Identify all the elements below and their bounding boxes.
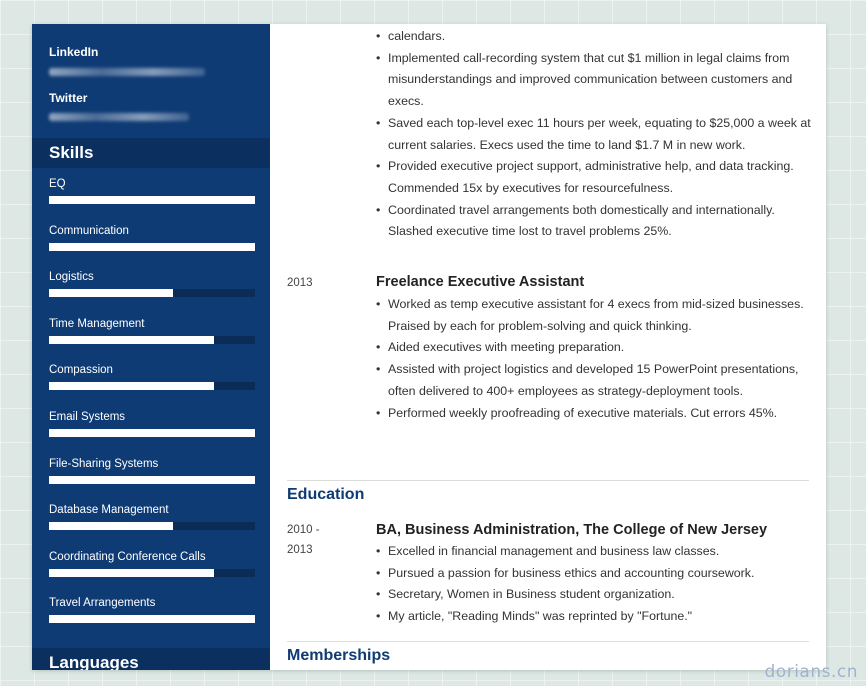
freelance-job-title: Freelance Executive Assistant [376, 274, 585, 290]
bullet-item: • Assisted with project logistics and developed 15 PowerPoint presentations, often delivered to 400+ employees as strategy-deployment tools. [376, 359, 816, 402]
skill-level-bar [49, 476, 255, 484]
skill-row [49, 364, 255, 398]
skill-level-fill [49, 569, 214, 577]
linkedin-value-blurred [49, 68, 205, 76]
skill-level-bar [49, 289, 255, 297]
previous-job-bullets [376, 26, 816, 243]
skill-level-fill [49, 336, 214, 344]
skill-row [49, 271, 255, 305]
skill-level-bar [49, 429, 255, 437]
skill-row [49, 411, 255, 445]
skill-name: Compassion [49, 364, 113, 377]
skill-name: File-Sharing Systems [49, 457, 159, 470]
skills-heading-bar [32, 138, 270, 168]
skill-level-fill [49, 476, 255, 484]
section-divider [287, 480, 809, 481]
skill-level-fill [49, 196, 255, 204]
skill-level-fill [49, 289, 173, 297]
freelance-bullets [376, 294, 816, 424]
bullet-item: • Worked as temp executive assistant for 4 execs from mid-sized businesses. Praised by each for problem-solving and quick thinking. [376, 294, 816, 337]
skill-name: EQ [49, 178, 66, 190]
skill-level-bar [49, 196, 255, 204]
bullet-item: • My article, "Reading Minds" was reprinted by "Fortune." [376, 606, 816, 628]
skill-name: Communication [49, 224, 129, 237]
education-year-end: 2013 [287, 544, 313, 556]
bullet-item: • Implemented call-recording system that cut $1 million in legal claims from misunderstandings and improved communication between customers and execs. [376, 48, 816, 113]
linkedin-label: LinkedIn [49, 45, 99, 59]
skill-name: Travel Arrangements [49, 597, 156, 610]
skill-level-fill [49, 243, 255, 251]
resume-page [32, 24, 826, 670]
skill-level-fill [49, 429, 255, 437]
skill-row [49, 504, 255, 538]
bullet-item: • Aided executives with meeting preparation. [376, 337, 816, 359]
education-heading: Education [287, 486, 365, 503]
education-degree-title: BA, Business Administration, The College of New Jersey [376, 522, 768, 538]
bullet-continuation: • calendars. [376, 26, 816, 48]
resume-sidebar [32, 24, 270, 670]
resume-main [270, 24, 826, 670]
skill-level-bar [49, 243, 255, 251]
bullet-item: • Saved each top-level exec 11 hours per week, equating to $25,000 a week at current salaries. Execs used the time to land $1.7 M in new work. [376, 113, 816, 156]
skill-name: Time Management [49, 317, 145, 330]
languages-heading: Languages [49, 653, 139, 670]
section-divider [287, 641, 809, 642]
freelance-year: 2013 [287, 277, 313, 289]
bullet-item: • Secretary, Women in Business student organization. [376, 584, 816, 606]
skill-name: Email Systems [49, 411, 126, 423]
skill-row [49, 178, 255, 212]
bullet-item: • Provided executive project support, administrative help, and data tracking. Commended 15x by executives for resourcefulness. [376, 156, 816, 199]
skills-heading: Skills [49, 143, 94, 162]
skill-level-bar [49, 569, 255, 577]
memberships-heading: Memberships [287, 647, 391, 664]
education-bullets [376, 541, 816, 628]
watermark-text: dorians.cn [764, 662, 858, 682]
skill-level-fill [49, 615, 255, 623]
skill-level-bar [49, 382, 255, 390]
skill-level-bar [49, 336, 255, 344]
skill-level-fill [49, 522, 173, 530]
skill-level-bar [49, 615, 255, 623]
skill-row [49, 225, 255, 259]
skill-row [49, 597, 255, 631]
languages-heading-bar [32, 648, 270, 670]
bullet-item: • Excelled in financial management and business law classes. [376, 541, 816, 563]
education-year-start: 2010 - [287, 524, 320, 536]
skill-name: Logistics [49, 271, 94, 284]
bullet-item: • Coordinated travel arrangements both domestically and internationally. Slashed executive time lost to travel problems 25%. [376, 200, 816, 243]
skill-name: Database Management [49, 504, 169, 517]
bullet-item: • Performed weekly proofreading of executive materials. Cut errors 45%. [376, 403, 816, 425]
skill-row [49, 318, 255, 352]
skill-level-bar [49, 522, 255, 530]
skill-row [49, 458, 255, 492]
skill-row [49, 551, 255, 585]
bullet-item: • Pursued a passion for business ethics and accounting coursework. [376, 563, 816, 585]
twitter-label: Twitter [49, 91, 88, 105]
twitter-value-blurred [49, 113, 189, 121]
skill-name: Coordinating Conference Calls [49, 550, 206, 563]
skill-level-fill [49, 382, 214, 390]
